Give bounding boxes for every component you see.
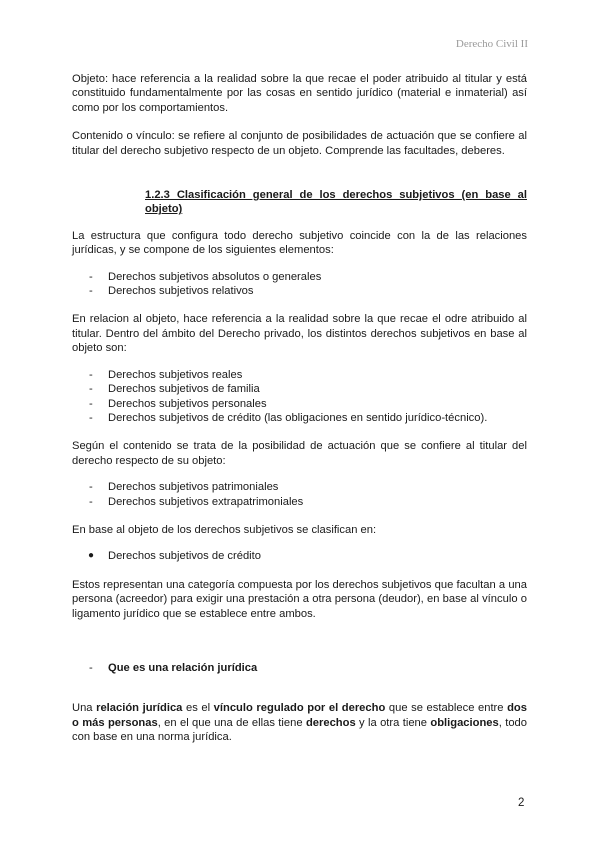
list-item: - Derechos subjetivos extrapatrimoniales — [89, 495, 304, 508]
list-item: - Derechos subjetivos patrimoniales — [89, 481, 279, 494]
list-item: - Derechos subjetivos reales — [89, 368, 243, 381]
paragraph-estructura: La estructura que configura todo derecho subjetivo coincide con la de las relaciones jurídicas, y se compone de los siguientes elementos: — [72, 229, 527, 257]
paragraph-definition: Una relación jurídica es el vínculo regulado por el derecho que se establece entre dos o más personas, en el que una de ellas tiene derechos y la otra tiene obligaciones, todo con base en una norma jurídica. — [72, 702, 527, 744]
document-body — [72, 72, 527, 745]
paragraph-estos: Estos representan una categoría compuesta por los derechos subjetivos que facultan a una persona (acreedor) para exigir una prestación a otra persona (deudor), en base al vínculo o ligamento jurídico que se establece entre ambos. — [72, 578, 527, 620]
list-contenido — [72, 480, 527, 509]
list-bullet — [72, 549, 527, 563]
list-item: - Derechos subjetivos absolutos o generales — [89, 270, 322, 283]
paragraph-en-base: En base al objeto de los derechos subjetivos se clasifican en: — [72, 523, 377, 536]
running-header: Derecho Civil II — [455, 38, 528, 50]
list-item: - Derechos subjetivos relativos — [89, 285, 254, 298]
paragraph-contenido: Contenido o vínculo: se refiere al conjunto de posibilidades de actuación que se confiere al titular del derecho subjetivo respecto de un objeto. Comprende las facultades, deberes. — [72, 130, 527, 157]
list-item: - Derechos subjetivos personales — [89, 397, 267, 410]
list-item: - Derechos subjetivos de crédito (las obligaciones en sentido jurídico-técnico). — [89, 411, 488, 424]
list-item: ● Derechos subjetivos de crédito — [88, 550, 261, 563]
list-item: - Derechos subjetivos de familia — [89, 383, 260, 396]
paragraph-relacion-objeto: En relacion al objeto, hace referencia a la realidad sobre la que recae el odre atribuido al titular. Dentro del ámbito del Derecho privado, los distintos derechos subjetivos en base al objeto son: — [72, 313, 527, 355]
list-elementos — [72, 270, 527, 299]
paragraph-objeto: Objeto: hace referencia a la realidad sobre la que recae el poder atribuido al titular y está constituido fundamentalmente por las cosas en sentido jurídico (material e inmaterial) así como por los comportamientos. — [72, 73, 527, 114]
paragraph-segun-contenido: Según el contenido se trata de la posibilidad de actuación que se confiere al titular del derecho respecto de su objeto: — [72, 440, 527, 467]
page-number: 2 — [518, 797, 525, 809]
bullet-icon: ● — [88, 550, 95, 562]
list-objeto — [72, 368, 527, 426]
section-heading: 1.2.3 Clasificación general de los derechos subjetivos (en base al objeto) — [145, 189, 527, 216]
subheading: - Que es una relación jurídica — [89, 661, 258, 674]
